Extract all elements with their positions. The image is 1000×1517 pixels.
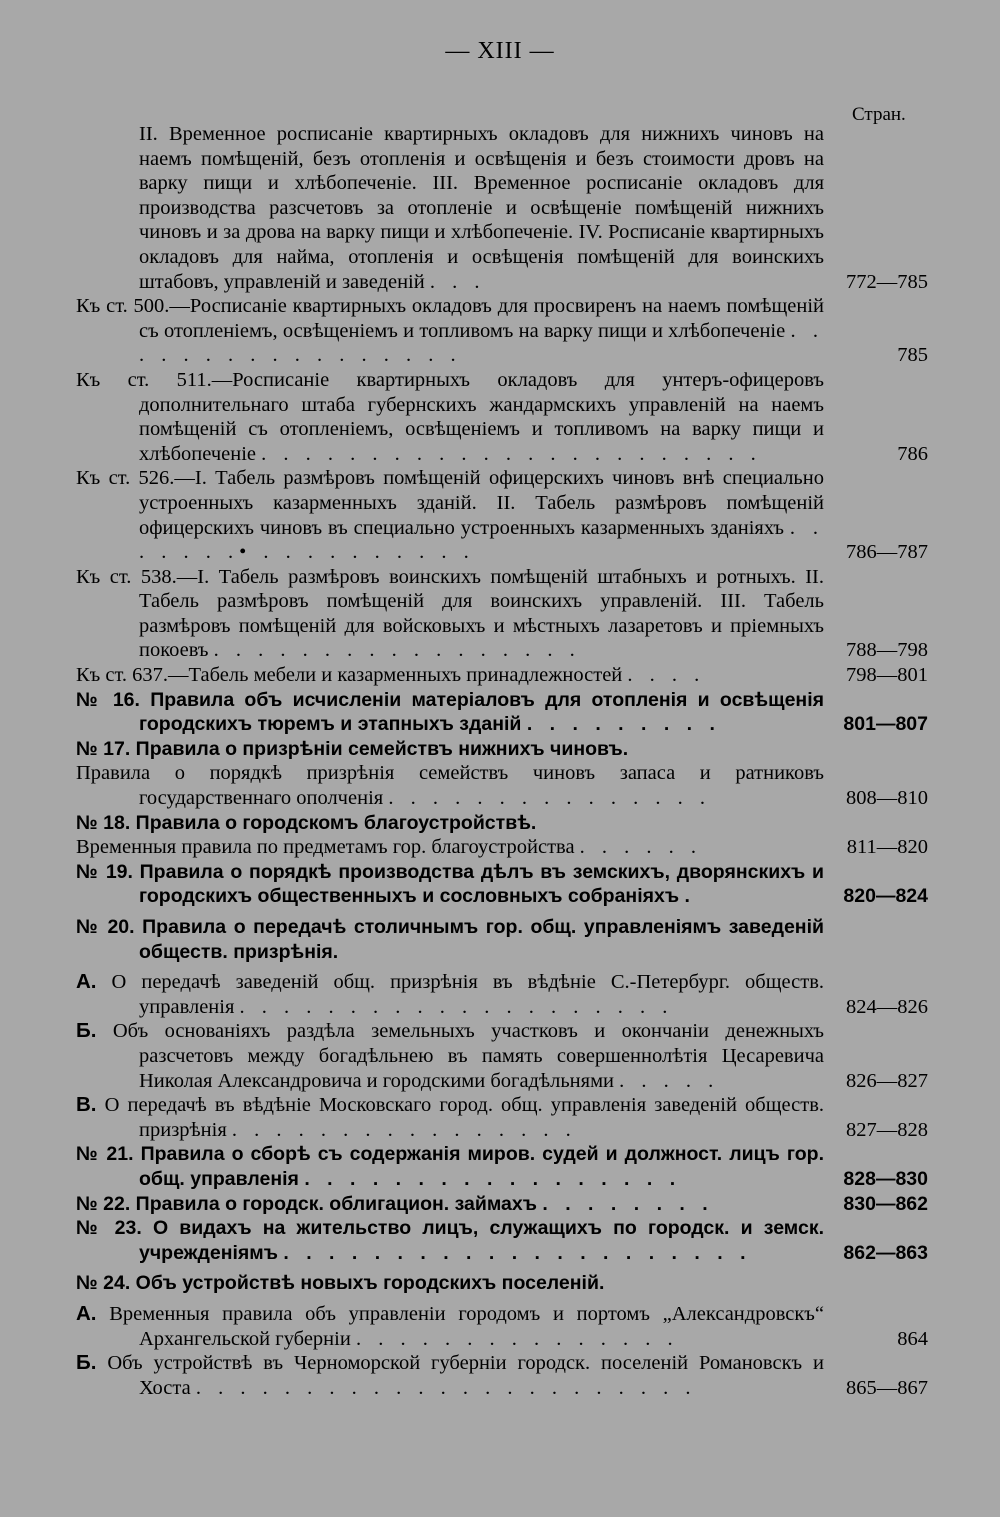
toc-entry-pages: 820—824: [843, 885, 928, 908]
toc-entry: [76, 122, 928, 294]
toc-entry-title: № 23. О видахъ на жительство лицъ, служащихъ по городск. и земск. учрежденіямъ: [76, 1217, 824, 1264]
toc-entry: [76, 970, 928, 1019]
toc-entry-text: [76, 970, 824, 1019]
toc-entry-text: [76, 1216, 824, 1265]
toc-entry-text: [76, 368, 824, 466]
toc-entry-pages: 824—826: [846, 995, 928, 1018]
pages-column-title: Стран.: [852, 104, 906, 125]
toc-entry-text: [76, 294, 824, 368]
toc-entry-text: [76, 1302, 824, 1351]
toc-entry-pages: 772—785: [846, 270, 928, 293]
toc-entry: [76, 565, 928, 663]
toc-entry-title: Къ ст. 511.—Росписаніе квартирныхъ окладовъ для унтеръ-офицеровъ дополнительнаго штаба губернскихъ жандармскихъ управленій на наемъ помѣщеній съ отопленіемъ, освѣщеніемъ и топливомъ на варку пищи и хлѣбопеченіе: [76, 368, 824, 465]
toc-entry: [76, 1019, 928, 1093]
toc-entry-text: [76, 1142, 824, 1191]
dot-leader: . . . . . . . . . . . . . . . . .: [213, 639, 581, 662]
dot-leader: . . . . . . . . . . . . . . . . . . . .: [239, 995, 674, 1018]
toc-entry: [76, 466, 928, 564]
toc-entry-pages: 811—820: [846, 836, 928, 859]
toc-entry-title: Объ устройствѣ въ Черноморской губерніи городск. поселеній Романовскъ и Хоста: [107, 1352, 825, 1399]
toc-entry-title: Къ ст. 637.—Табель мебели и казарменныхъ принадлежностей: [76, 664, 623, 687]
dot-leader: . . . . . . . . . . . . . . . . . . . . . . .: [195, 1376, 697, 1399]
toc-entry-text: [76, 122, 824, 294]
toc-entry: [76, 811, 928, 836]
toc-entry-title: Временныя правила объ управленіи городомъ и портомъ „Александровскъ“ Архангельской губерніи: [109, 1302, 825, 1350]
toc-entry-text: [76, 860, 824, 909]
toc-entry-pages: 785: [897, 344, 928, 367]
toc-entry-pages: 786—787: [846, 541, 928, 564]
toc-entry-pages: 865—867: [846, 1376, 928, 1399]
toc-entry-pages: 828—830: [843, 1167, 928, 1190]
toc-entry: [76, 1142, 928, 1191]
toc-entry-pages: 862—863: [843, 1241, 928, 1264]
toc-entry-pages: 830—862: [843, 1192, 928, 1215]
toc-entry: [76, 1093, 928, 1142]
toc-entry-title: II. Временное росписаніе квартирныхъ окладовъ для нижнихъ чиновъ на наемъ помѣщеній, безъ отопленія и освѣщенія и безъ стоимости дровъ на варку пищи и хлѣбопеченіе. III. Временное росписаніе окладовъ для производства разсчетовъ за отопленіе и освѣщеніе помѣщеній нижнихъ чиновъ и за дрова на варку пищи и хлѣбопеченіе. IV. Росписаніе квартирныхъ окладовъ для найма, отопленія и освѣщенія помѣщеній для воинскихъ штабовъ, управленій и заведеній: [139, 123, 824, 293]
toc-entry-text: [76, 737, 824, 762]
dot-leader: . . . . . . . . .: [526, 713, 721, 736]
toc-entry: [76, 860, 928, 909]
toc-entry-pages: 801—807: [843, 713, 928, 736]
toc-entry-title: № 19. Правила о порядкѣ производства дѣлъ въ земскихъ, дворянскихъ и городскихъ общественныхъ и сословныхъ собраніяхъ: [76, 860, 824, 908]
toc-entry-text: [76, 663, 824, 688]
toc-entry-pages: 798—801: [846, 664, 928, 687]
dot-leader: . . . . . . . . . . . . . . . . . . . . .: [283, 1241, 752, 1264]
toc-entry-title: Къ ст. 500.—Росписаніе квартирныхъ окладовъ для просвиренъ на наемъ помѣщеній съ отопленіемъ, освѣщеніемъ и топливомъ на варку пищи и хлѣбопеченіе: [76, 295, 824, 342]
toc-entry: [76, 368, 928, 466]
toc-entry-text: [76, 565, 824, 663]
dot-leader: . . .: [429, 270, 486, 293]
toc-entry-title: № 22. Правила о городск. облигацион. займахъ: [76, 1192, 537, 1215]
toc-entry-text: [76, 761, 824, 810]
toc-entry: [76, 915, 928, 964]
toc-entry-title: Правила о порядкѣ призрѣнія семействъ чиновъ запаса и ратниковъ государственнаго ополченія: [76, 762, 824, 810]
toc-entry: [76, 1216, 928, 1265]
dot-leader: . . . . . . . .: [542, 1192, 714, 1215]
toc-entry: [76, 1302, 928, 1351]
toc-entry-text: [76, 1019, 824, 1093]
toc-entry-letter: А.: [76, 970, 97, 994]
dot-leader: . . . . . . . . . . . . . . . . .: [139, 319, 825, 367]
toc-entry-title: № 24. Объ устройствѣ новыхъ городскихъ поселеній.: [76, 1272, 605, 1295]
toc-entry-letter: В.: [76, 1093, 97, 1117]
toc-entry-letter: А.: [76, 1301, 97, 1325]
toc-entry-pages: 864: [897, 1327, 928, 1350]
dot-leader: . . . . . .: [579, 836, 703, 859]
toc-entry: [76, 1192, 928, 1217]
toc-entry-title: Объ основаніяхъ раздѣла земельныхъ участковъ и окончаніи денежныхъ разсчетовъ между богадѣльнею въ память совершеннолѣтія Цесаревича Николая Александровича и городскими богадѣльнями: [112, 1020, 825, 1092]
toc-entry-pages: 788—798: [846, 639, 928, 662]
page-number: — XIII —: [445, 38, 555, 64]
toc-entry-title: Къ ст. 538.—I. Табель размѣровъ воинскихъ помѣщеній штабныхъ и ротныхъ. II. Табель размѣровъ помѣщеній для воинскихъ управленій. III. Табель размѣровъ помѣщеній для войсковыхъ и мѣстныхъ лазаретовъ и пріемныхъ покоевъ: [76, 565, 824, 662]
toc-entry-text: [76, 1192, 824, 1217]
toc-entry: [76, 663, 928, 688]
toc-entry-title: О передачѣ заведеній общ. призрѣнія въ вѣдѣніе С.-Петербург. обществ. управленія: [111, 971, 824, 1018]
toc-entry-title: № 18. Правила о городскомъ благоустройствѣ.: [76, 811, 537, 834]
toc-entry-text: [76, 1271, 824, 1296]
toc-entry-pages: 826—827: [846, 1069, 928, 1092]
dot-leader: . . . . . . .• . . . . . . . . . .: [139, 516, 824, 564]
toc-entry-text: [76, 835, 824, 860]
table-of-contents: [76, 122, 928, 1400]
dot-leader: . . . . . . . . . . . . . . .: [388, 787, 711, 810]
toc-entry-title: № 20. Правила о передачѣ столичнымъ гор. общ. управленіямъ заведеній обществ. призрѣнія.: [76, 916, 824, 963]
toc-entry-pages: 827—828: [846, 1118, 928, 1141]
toc-entry-letter: Б.: [76, 1019, 97, 1043]
toc-entry-title: № 21. Правила о сборѣ съ содержанія миров. судей и должност. лицъ гор. общ. управленія: [76, 1143, 824, 1190]
toc-entry-pages: 786: [897, 442, 928, 465]
toc-entry-text: [76, 811, 824, 836]
dot-leader: . . . . . . . . . . . . . . .: [355, 1327, 679, 1350]
toc-entry: [76, 688, 928, 737]
toc-entry-text: [76, 466, 824, 564]
dot-leader: . . . . .: [619, 1069, 720, 1092]
toc-entry-title: № 16. Правила объ исчисленіи матеріаловъ для отопленія и освѣщенія городскихъ тюремъ и этапныхъ зданій: [76, 688, 824, 736]
toc-entry-text: [76, 915, 824, 964]
toc-entry-text: [76, 688, 824, 737]
toc-entry-title: Къ ст. 526.—I. Табель размѣровъ помѣщеній офицерскихъ чиновъ внѣ специально устроенныхъ казарменныхъ зданій. II. Табель размѣровъ помѣщеній офицерскихъ чиновъ въ специально устроенныхъ казарменныхъ зданіяхъ: [76, 467, 824, 539]
toc-entry: [76, 1351, 928, 1400]
toc-entry-text: [76, 1351, 824, 1400]
toc-entry: [76, 835, 928, 860]
toc-entry: [76, 737, 928, 762]
toc-entry: [76, 294, 928, 368]
toc-entry: [76, 1271, 928, 1296]
toc-entry-text: [76, 1093, 824, 1142]
dot-leader: . . . . . . . . . . . . . . . . .: [304, 1167, 682, 1190]
toc-entry-pages: 808—810: [846, 787, 928, 810]
dot-leader: . . . . . . . . . . . . . . . . . . . . . . .: [261, 442, 762, 465]
toc-entry-title: О передачѣ въ вѣдѣніе Московскаго город. общ. управленія заведеній обществ. призрѣнія: [104, 1094, 824, 1141]
dot-leader: .: [684, 885, 696, 908]
toc-entry: [76, 761, 928, 810]
dot-leader: . . . . . . . . . . . . . . . .: [231, 1118, 577, 1141]
toc-entry-title: № 17. Правила о призрѣніи семействъ нижнихъ чиновъ.: [76, 737, 629, 760]
toc-entry-title: Временныя правила по предметамъ гор. благоустройства: [76, 836, 575, 859]
dot-leader: . . . .: [627, 664, 706, 687]
toc-entry-letter: Б.: [76, 1351, 97, 1375]
